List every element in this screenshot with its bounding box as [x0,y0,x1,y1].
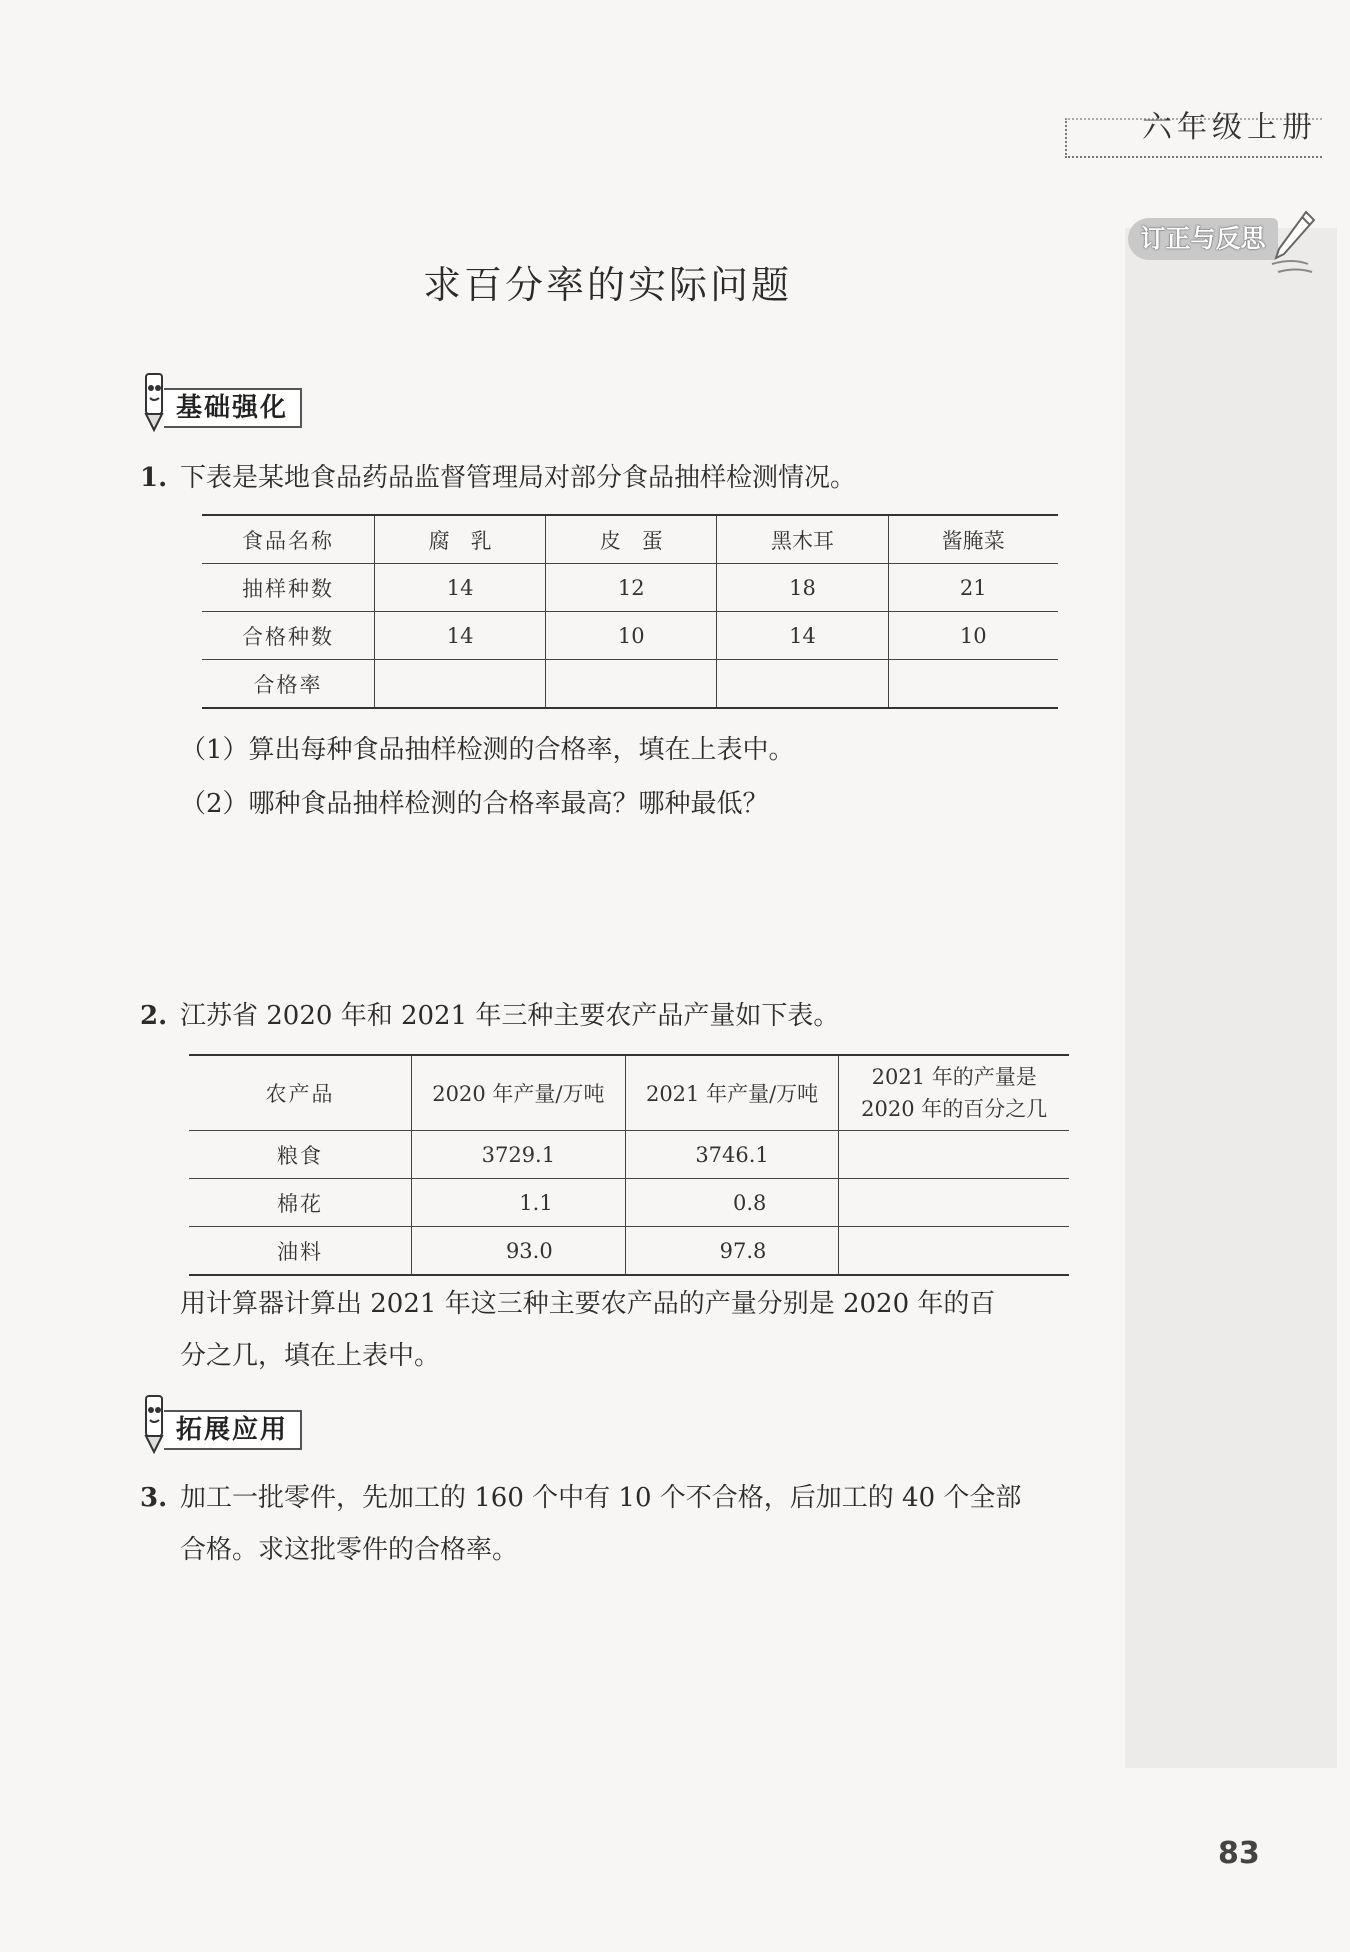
section-title: 拓展应用 [164,1410,302,1450]
row-label: 油料 [189,1227,412,1276]
header-cell [839,1055,1069,1131]
header-cell: 农产品 [189,1055,412,1131]
table-row [189,1227,1069,1276]
food-inspection-table [202,514,1058,709]
question-3-line-2: 合格。求这批零件的合格率。 [180,1535,519,1565]
pen-icon [1268,208,1318,280]
reflection-margin [1125,228,1337,1768]
q2-instruction-line-2: 分之几，填在上表中。 [180,1341,441,1371]
question-text: 加工一批零件，先加工的 160 个中有 10 个不合格，后加工的 40 个全部 [180,1483,1022,1513]
row-label: 抽样种数 [202,564,375,612]
table-row [202,612,1058,660]
row-label: 粮食 [189,1131,412,1179]
question-2 [140,990,839,1042]
answer-cell[interactable] [888,660,1058,709]
table-cell: 10 [888,612,1058,660]
question-3 [140,1472,1021,1524]
row-label: 合格种数 [202,612,375,660]
table-cell: 1.1 [412,1179,626,1227]
table-cell: 14 [717,612,888,660]
answer-cell[interactable] [839,1179,1069,1227]
question-text: 江苏省 2020 年和 2021 年三种主要农产品产量如下表。 [180,1001,840,1031]
section-extend [140,1392,320,1452]
reflect-tab: 订正与反思 [1128,218,1278,260]
row-label: 合格率 [202,660,375,709]
page-number: 83 [1218,1836,1260,1871]
sub-question-1: （1）算出每种食品抽样检测的合格率，填在上表中。 [180,735,795,765]
table-cell: 93.0 [412,1227,626,1276]
table-cell: 97.8 [625,1227,839,1276]
question-number: 3. [140,1483,168,1513]
table-cell: 3746.1 [625,1131,839,1179]
table-cell: 14 [375,564,546,612]
header-cell: 皮 蛋 [546,515,717,564]
answer-cell[interactable] [375,660,546,709]
table-row [189,1131,1069,1179]
answer-cell[interactable] [839,1131,1069,1179]
table-cell: 3729.1 [412,1131,626,1179]
farm-output-table [189,1054,1069,1276]
sub-question-2: （2）哪种食品抽样检测的合格率最高？哪种最低？ [180,789,769,819]
header-line: 2020 年的百分之几 [861,1097,1048,1121]
table-cell: 12 [546,564,717,612]
grade-label: 六年级上册 [1142,110,1317,145]
header-cell: 黑木耳 [717,515,888,564]
table-row [189,1179,1069,1227]
header-cell: 2021 年产量/万吨 [625,1055,839,1131]
question-number: 2. [140,1001,168,1031]
row-label: 棉花 [189,1179,412,1227]
answer-cell[interactable] [546,660,717,709]
table-cell: 0.8 [625,1179,839,1227]
header-line: 2021 年的产量是 [871,1065,1037,1089]
header-cell: 食品名称 [202,515,375,564]
answer-cell[interactable] [839,1227,1069,1276]
table-cell: 18 [717,564,888,612]
header-cell: 腐 乳 [375,515,546,564]
page-title: 求百分率的实际问题 [422,263,792,307]
table-cell: 10 [546,612,717,660]
header-cell: 酱腌菜 [888,515,1058,564]
table-row [202,660,1058,709]
question-text: 下表是某地食品药品监督管理局对部分食品抽样检测情况。 [180,463,857,493]
header-cell: 2020 年产量/万吨 [412,1055,626,1131]
table-cell: 14 [375,612,546,660]
table-row [202,564,1058,612]
answer-cell[interactable] [717,660,888,709]
table-header-row [202,515,1058,564]
section-basic [140,370,320,430]
q2-instruction-line-1: 用计算器计算出 2021 年这三种主要农产品的产量分别是 2020 年的百 [180,1289,996,1319]
question-1 [140,452,856,504]
table-header-row [189,1055,1069,1131]
section-title: 基础强化 [164,388,302,428]
question-number: 1. [140,463,168,493]
table-cell: 21 [888,564,1058,612]
